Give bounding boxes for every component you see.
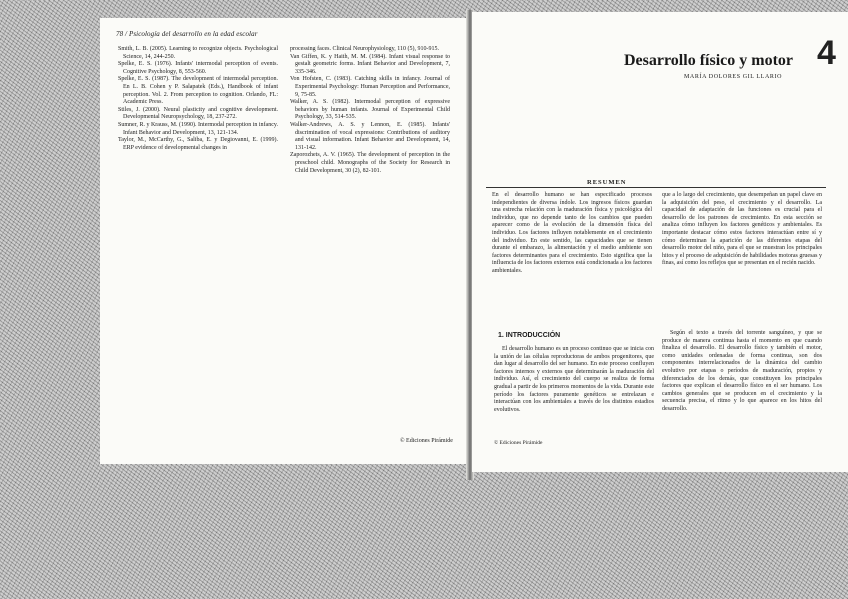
chapter-author: MARÍA DOLORES GIL LLARIO — [684, 74, 783, 80]
chapter-number: 4 — [817, 34, 836, 72]
right-page — [472, 12, 848, 472]
resumen-column-1: En el desarrollo humano se han especificado procesos independientes de diversa índole. Los ingresos físicos guardan una estrecha relación con la maduración física y psicológica del individuo, que no depende tanto de los cambios que pueden aparecer como de la evolución de la dimensión física del individuo. Los factores influyen notablemente en el crecimiento del individuo. En este sentido, las capacidades que se tienen durante el embarazo, la alimentación y el medio ambiente son factores determinantes para el crecimiento. Esto significa que la influencia de los factores externos está condicionada a los factores ambientales. — [492, 192, 652, 274]
left-page — [100, 18, 468, 464]
reference-entry: processing faces. Clinical Neurophysiology, 110 (5), 910-915. — [290, 46, 440, 52]
reference-entry: Walker, A. S. (1982). Intermodal perception of expressive behaviors by human infants. Journal of Experimental Child Psychology, 33, 514-535. — [290, 99, 450, 121]
reference-entry: Spelke, E. S. (1987). The development of intermodal perception. En L. B. Cohen y P. Salapatek (Eds.), Handbook of infant perception. Vol. 2. From perception to cognition. Orlando, FL: Academic Press. — [118, 76, 278, 106]
resumen-heading: RESUMEN — [587, 179, 627, 186]
references-column-1 — [118, 46, 278, 152]
reference-entry: Smith, L. B. (2005). Learning to recognize objects. Psychological Science, 14, 244-250. — [118, 46, 278, 60]
copyright-note: © Ediciones Pirámide — [494, 440, 543, 446]
reference-entry: Walker-Andrews, A. S. y Lennon, E. (1985). Infants' discrimination of vocal expressions: Contributions of auditory and visual information. Infant Behavior and Development, 14, 131-142. — [290, 121, 450, 151]
body-paragraph: El desarrollo humano es un proceso continuo que se inicia con la unión de las células reproductoras de ambos progenitores, que dan lugar al desarrollo del ser humano. En este proceso confluyen factores internos y externos que determinarán la maduración del individuo. Así, el crecimiento del cuerpo se realiza de forma gradual a partir de los primeros momentos de la vida. Durante este período los factores puramente genéticos se entrelazan e interactúan con los ambientales a través de los distintos estadios evolutivos. — [494, 346, 654, 413]
reference-entry: Spelke, E. S. (1976). Infants' intermodal perception of events. Cognitive Psychology, 8, 553-560. — [118, 61, 278, 75]
resumen-column-2: que a lo largo del crecimiento, que desempeñan un papel clave en la adquisición del peso, el crecimiento y el desarrollo. La capacidad de adaptación de las funciones es crucial para el desarrollo de los patrones de crecimiento. En esta sección se analiza cómo influyen los factores genéticos y ambientales. Es importante destacar cómo estos factores interactúan entre sí y cómo determinan la aparición de las diferentes etapas del desarrollo motor del niño, para el que se muestran los principales hitos y el proceso de adquisición de habilidades motoras gruesas y finas, así como los reflejos que se presentan en el recién nacido. — [662, 192, 822, 267]
running-head: 78 / Psicología del desarrollo en la edad escolar — [116, 30, 258, 38]
reference-entry: Sumner, R. y Krauss, M. (1990). Intermodal perception in infancy. Infant Behavior and Development, 13, 121-134. — [118, 121, 278, 136]
reference-entry: Von Hofsten, C. (1983). Catching skills in infancy. Journal of Experimental Psychology: Human Perception and Performance, 9, 75-85. — [290, 76, 450, 98]
reference-entry: Van Giffen, K. y Haith, M. M. (1984). Infant visual response to gestalt geometric forms. Infant Behavior and Development, 7, 335-346. — [290, 53, 450, 75]
body-paragraph: Según el texto a través del torrente sanguíneo, y que se produce de manera continua hasta el momento en que cuando finaliza el desarrollo. El desarrollo físico y también el motor, como unidades ordenadas de forma continua, son dos componentes interrelacionados de la dinámica del cambio evolutivo por etapas o períodos de maduración, propios y diferenciados de los demás, que constituyen los principales factores que explican el desarrollo físico en el ser humano. Los cambios generales que se producen en el crecimiento y la secuencia precisa, el ritmo y lo que aparece en los hitos del desarrollo. — [662, 330, 822, 412]
resumen-divider — [486, 187, 826, 188]
section-heading: 1. INTRODUCCIÓN — [498, 332, 561, 339]
reference-entry: Zaporozhets, A. V. (1965). The development of perception in the preschool child. Monographs of the Society for Research in Child Development, 30 (2), 82-101. — [290, 152, 450, 174]
body-column-1 — [494, 346, 654, 414]
body-column-2 — [662, 330, 822, 414]
references-column-2 — [290, 46, 450, 175]
chapter-title: Desarrollo físico y motor — [624, 52, 793, 69]
copyright-note: © Ediciones Pirámide — [400, 438, 453, 444]
reference-entry: Stiles, J. (2000). Neural plasticity and cognitive development. Developmental Neuropsychology, 18, 237-272. — [118, 106, 278, 121]
reference-entry: Taylor, M., McCarthy, G., Saliba, E. y Degiovanni, E. (1999). ERP evidence of developmental changes in — [118, 137, 278, 151]
